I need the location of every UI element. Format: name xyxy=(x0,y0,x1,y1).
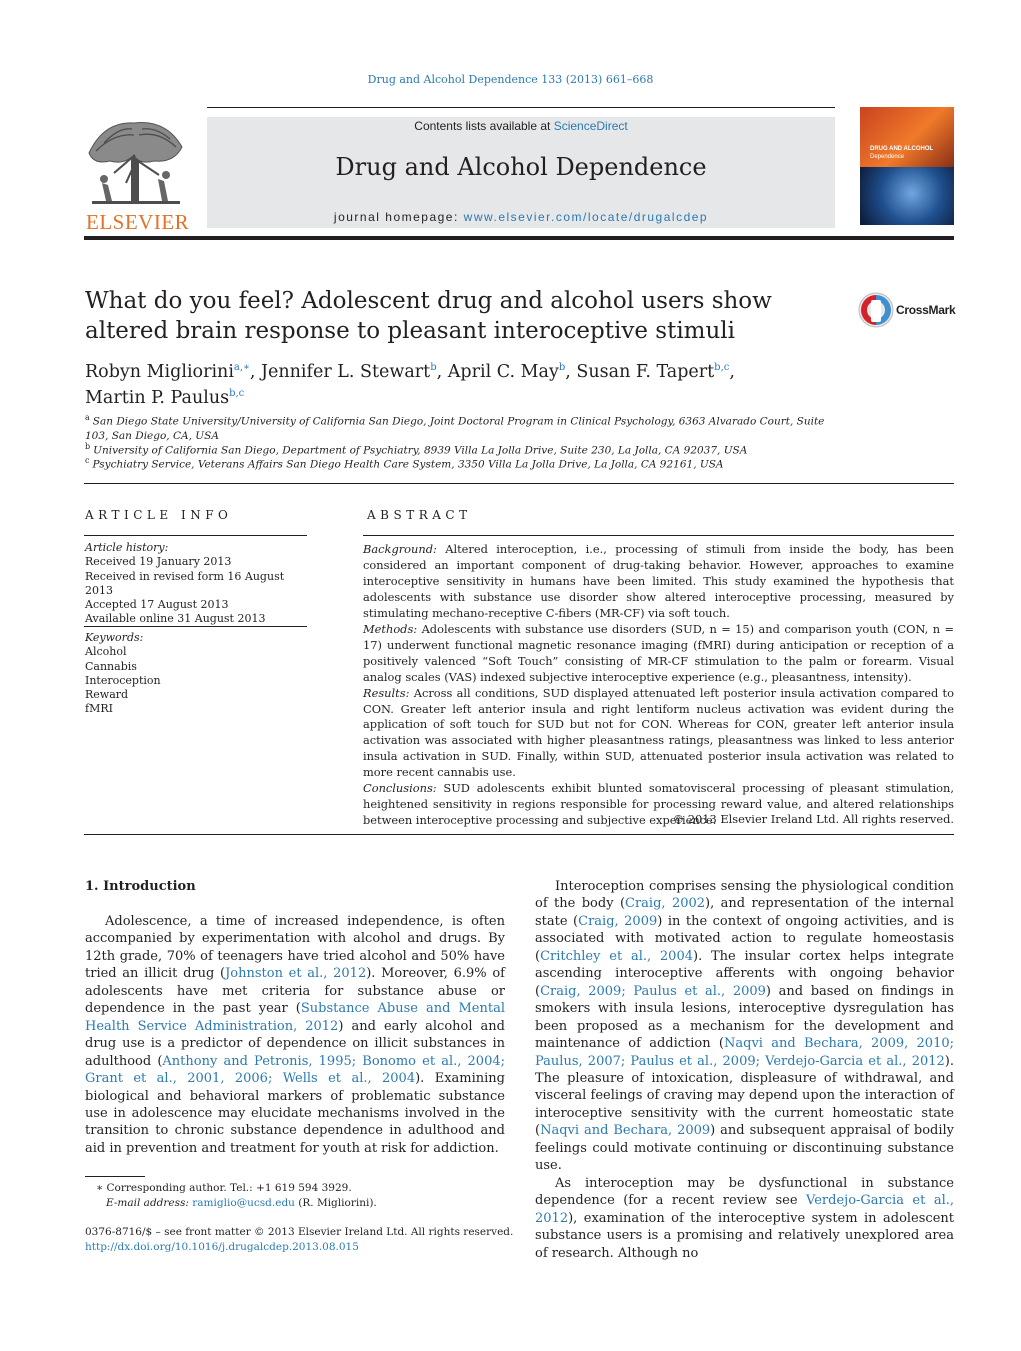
abstract-methods: Methods: Adolescents with substance use disorders (SUD, n = 15) and comparison youth (CON, n = 17) underwent functional magnetic resonance imaging (fMRI) during anticipation or reception of a positively valenced “Soft Touch” consisting of MR-CF stimulation to the palm or forearm. Visual analog scales (VAS) indexed subjective interoceptive experience (e.g., pleasantness, intensity). xyxy=(363,621,954,684)
abstract-results: Results: Across all conditions, SUD displayed attenuated left posterior insula activation compared to CON. Greater left anterior insula and right lentiform nucleus activation was evident during the application of soft touch for SUD but not for CON. Whereas for CON, greater left anterior insula activation was associated with higher pleasantness ratings, pleasantness was linked to less anterior insula activation in SUD. Finally, within SUD, attenuated posterior insula activation was related to more recent cannabis use. xyxy=(363,685,954,780)
citation-link[interactable]: Craig, 2009 xyxy=(578,913,658,929)
elsevier-wordmark: ELSEVIER xyxy=(86,210,190,234)
paragraph-text: Adolescence, a time of increased independence, is often accompanied by experimentation with alcohol and drugs. By 12th grade, 70% of teenagers have tried alcohol and 50% have tried an illicit drug ( xyxy=(85,914,505,982)
keyword: Alcohol xyxy=(85,645,127,659)
header-top-rule xyxy=(207,107,835,108)
footnote-rule xyxy=(85,1176,145,1177)
section-rule xyxy=(84,483,954,484)
history-item: Received in revised form 16 August 2013 xyxy=(85,569,285,597)
affiliation-b: $^b$ University of California San Diego, Department of Psychiatry, 8939 Villa La Jolla Drive, Suite 230, La Jolla, CA 92037, USA xyxy=(85,442,748,457)
crossmark-label[interactable]: CrossMark xyxy=(896,303,956,317)
paragraph-text: ). The insular cortex helps integrate ascending interoceptive afferents with ongoing behavior ( xyxy=(535,948,954,999)
author[interactable]: Martin P. Paulus$^{b,c}$ xyxy=(85,387,245,408)
abstract-heading: ABSTRACT xyxy=(367,508,472,522)
abstract-copyright: © 2013 Elsevier Ireland Ltd. All rights reserved. xyxy=(672,812,954,826)
history-item: Available online 31 August 2013 xyxy=(85,612,266,626)
doi-link[interactable]: http://dx.doi.org/10.1016/j.drugalcdep.2013.08.015 xyxy=(85,1241,359,1253)
contents-line: Contents lists available at ScienceDirect xyxy=(414,119,628,133)
keyword: fMRI xyxy=(85,702,113,716)
author[interactable]: Jennifer L. Stewart$^b$ xyxy=(261,361,437,382)
intro-heading: 1. Introduction xyxy=(85,879,196,894)
citation-link[interactable]: Craig, 2002 xyxy=(625,896,706,912)
paragraph-text: ) and early alcohol and drug use is a predictor of dependence on illicit substances in adulthood ( xyxy=(85,1018,506,1069)
abstract-conclusions: Conclusions: SUD adolescents exhibit blunted somatovisceral processing of pleasant stimulation, heightened sensitivity in regions responsible for processing reward value, and altered relationships between interoceptive processing and subjective experience. xyxy=(363,781,954,828)
abstract-bottom-rule xyxy=(84,834,954,835)
paragraph-text: ), examination of the interoceptive system in adolescent substance users is a promising and relatively unexplored area of research. Although no xyxy=(535,1210,954,1261)
citation-link[interactable]: Craig, 2009; Paulus et al., 2009 xyxy=(540,983,766,999)
author[interactable]: Robyn Migliorini$^{a,∗}$ xyxy=(85,361,250,382)
article-history: Article history: Received 19 January 2013 Received in revised form 16 August 2013 Accepted 17 August 2013 Available online 31 August 2013 xyxy=(85,541,307,627)
email-note: E-mail address: ramiglio@ucsd.edu (R. Migliorini). xyxy=(106,1197,377,1209)
sciencedirect-link[interactable]: ScienceDirect xyxy=(553,119,628,133)
paragraph-text: ). The pleasure of intoxication, displeasure of withdrawal, and visceral feelings of craving may depend upon the interaction of interoceptive sensitivity with the current homeostatic state ( xyxy=(535,1053,954,1139)
paragraph-text: ) and based on findings in smokers with insula lesions, interoceptive dysregulation has been proposed as a mechanism for the development and maintenance of addiction ( xyxy=(535,983,955,1052)
author[interactable]: April C. May$^b$ xyxy=(447,361,566,382)
history-item: Received 19 January 2013 xyxy=(85,555,232,569)
affiliation-a: $^a$ San Diego State University/University of California San Diego, Joint Doctoral Program in Clinical Psychology, 6363 Alvarado Court, Suite 103, San Diego, CA, USA xyxy=(85,413,825,442)
journal-name: Drug and Alcohol Dependence xyxy=(335,153,707,181)
info-rule xyxy=(84,535,307,536)
paragraph-text: ). Moreover, 6.9% of adolescents have met criteria for substance abuse or dependence in the past year ( xyxy=(85,966,505,1017)
article-info-heading: ARTICLE INFO xyxy=(85,508,233,522)
citation-link[interactable]: Naqvi and Bechara, 2009 xyxy=(540,1123,711,1139)
citation-link[interactable]: Anthony and Petronis, 1995; Bonomo et al., 2004; Grant et al., 2001, 2006; Wells et al., 2004 xyxy=(85,1053,505,1087)
intro-paragraph-2 xyxy=(535,878,954,1175)
keywords: Keywords: Alcohol Cannabis Interoception Reward fMRI xyxy=(85,631,307,717)
body-column-right xyxy=(535,878,954,1262)
author[interactable]: Susan F. Tapert$^{b,c}$ xyxy=(576,361,730,382)
paragraph-text: ). Examining biological and behavioral markers of problematic substance use in adolescence may elucidate mechanisms involved in the transition to chronic substance dependence in adulthood and aid in prevention and treatment for youth at risk for addiction. xyxy=(85,1071,505,1156)
paragraph-text: ) in the context of ongoing activities, and is associated with motivated action to regulate homeostasis ( xyxy=(535,913,954,964)
crossmark-icon xyxy=(858,291,894,329)
cover-title: DRUG AND ALCOHOL xyxy=(870,146,934,152)
homepage-link[interactable]: www.elsevier.com/locate/drugalcdep xyxy=(463,210,709,224)
affiliation-c: $^c$ Psychiatry Service, Veterans Affairs San Diego Health Care System, 3350 Villa La Jolla Drive, La Jolla, CA 92161, USA xyxy=(85,456,724,471)
keyword: Interoception xyxy=(85,673,161,687)
abstract-text xyxy=(363,542,954,829)
citation-link[interactable]: Substance Abuse and Mental Health Service Administration, 2012 xyxy=(85,1001,505,1034)
abstract-rule xyxy=(363,535,954,536)
paragraph-text: ) and subsequent appraisal of bodily feelings could motivate continuing or discontinuing substance use. xyxy=(535,1123,954,1174)
email-link[interactable]: ramiglio@ucsd.edu xyxy=(192,1197,295,1209)
cover-image xyxy=(860,167,954,225)
footnotes xyxy=(96,1181,506,1211)
journal-citation[interactable]: Drug and Alcohol Dependence 133 (2013) 661–668 xyxy=(367,73,654,86)
keywords-rule xyxy=(84,626,307,627)
intro-paragraph-1 xyxy=(85,913,505,1157)
cover-subtitle: Dependence xyxy=(870,154,905,160)
keyword: Cannabis xyxy=(85,659,137,673)
front-matter xyxy=(85,1225,515,1255)
paragraph-text: As interoception may be dysfunctional in substance dependence (for a recent review see xyxy=(535,1175,954,1209)
citation-link[interactable]: Naqvi and Bechara, 2009, 2010; Paulus, 2007; Paulus et al., 2009; Verdejo-Garcia et al., 2012 xyxy=(535,1036,954,1069)
paragraph-text: Interoception comprises sensing the physiological condition of the body ( xyxy=(535,879,954,912)
journal-cover[interactable] xyxy=(860,107,954,225)
keyword: Reward xyxy=(85,688,129,702)
citation-link[interactable]: Johnston et al., 2012 xyxy=(225,966,367,982)
abstract-background: Background: Altered interoception, i.e., processing of stimuli from inside the body, has been considered an important component of drug-taking behavior. However, approaches to examine interoceptive sensitivity in humans have been limited. This study examined the hypothesis that adolescents with substance use disorder show altered interoceptive processing, measured by stimulating mechano-receptive C-fibers (MR-CF) via soft touch. xyxy=(363,542,954,620)
body-column-left xyxy=(85,913,505,1157)
article-title: What do you feel? Adolescent drug and alcohol users show altered brain response to pleasant interoceptive stimuli xyxy=(85,288,772,344)
issn-line: 0376-8716/$ – see front matter © 2013 Elsevier Ireland Ltd. All rights reserved. xyxy=(85,1226,514,1238)
elsevier-tree-icon xyxy=(84,113,186,209)
header-thick-rule xyxy=(84,236,954,240)
journal-homepage: journal homepage: www.elsevier.com/locate/drugalcdep xyxy=(333,210,709,224)
paragraph-text: ), and representation of the internal state ( xyxy=(535,896,954,929)
corresponding-author-note: ∗ Corresponding author. Tel.: +1 619 594 3929. xyxy=(96,1182,352,1194)
history-item: Accepted 17 August 2013 xyxy=(85,598,229,612)
intro-paragraph-3 xyxy=(535,1175,954,1262)
author-list: Robyn Migliorini$^{a,∗}$, Jennifer L. Stewart$^b$, April C. May$^b$, Susan F. Tapert$^{b,c}$, Martin P. Paulus$^{b,c}$ xyxy=(85,361,735,408)
citation-link[interactable]: Verdejo-Garcia et al., 2012 xyxy=(535,1193,954,1226)
citation-link[interactable]: Critchley et al., 2004 xyxy=(540,948,693,964)
